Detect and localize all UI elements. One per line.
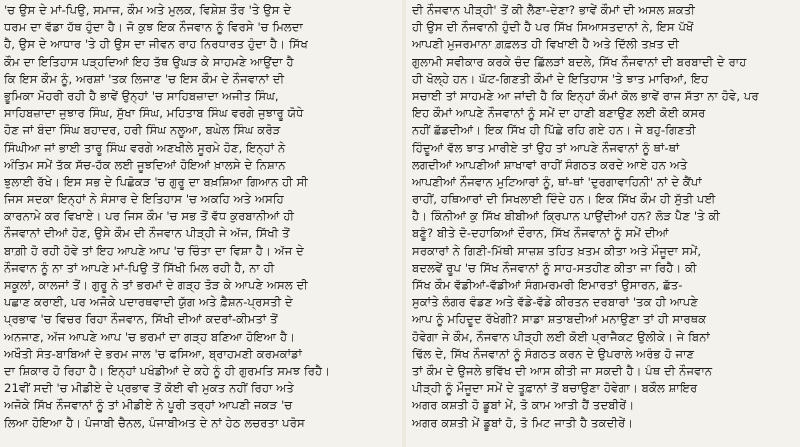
- text-line: 21ਵੀਂ ਸਦੀ 'ਚ ਮੀਡੀਏ ਦੇ ਪ੍ਰਭਾਵ ਤੋਂ ਕੋਈ ਵੀ ਮੁਕਤ ਨਹੀਂ ਰਿਹਾ ਅਤੇ: [4, 381, 294, 396]
- text-line: ਹੈ, ਉਸ ਦੇ ਆਧਾਰ 'ਤੇ ਹੀ ਉਸ ਦਾ ਜੀਵਨ ਰਾਹ ਨਿਰਧਾਰਤ ਹੁੰਦਾ ਹੈ। ਸਿੱਖ: [4, 37, 308, 52]
- text-line: ਦਾ ਸ਼ਿਕਾਰ ਹੋ ਰਿਹਾ ਹੈ। ਇਨ੍ਹਾਂ ਪਖੰਡੀਆਂ ਦੇ ਕਹੇ ਨੂੰ ਹੀ ਗੁਰਮਤਿ ਸਮਝ ਰਿਹੈ।: [4, 363, 331, 378]
- text-line: ਕਾਰਨਾਮੇ ਕਰ ਵਿਖਾਏ। ਪਰ ਜਿਸ ਕੌਮ 'ਚ ਸਭ ਤੋਂ ਵੱਧ ਕੁਰਬਾਨੀਆਂ ਹੀ: [4, 209, 295, 224]
- text-line: ਆਪਣੀ ਮੁਜਰਮਾਨਾ ਗ਼ਫ਼ਲਤ ਹੀ ਵਿਖਾਈ ਹੈ ਅਤੇ ਦਿੱਲੀ ਤਖ਼ਤ ਦੀ: [412, 37, 679, 52]
- text-line: ਨਹੀਂ ਛੱਡਦੀਆਂ। ਇਕ ਸਿੱਖ ਹੀ ਪਿੱਛੇ ਰਹਿ ਗਏ ਹਨ। ਜੇ ਬਹੁ-ਗਿਣਤੀ: [412, 123, 696, 138]
- couplet-line: ਅਗਰ ਕਸ਼ਤੀ ਹੋ ਡੂਬਾਂ ਮੇਂ, ਤੋ ਕਾਮ ਆਤੀ ਹੈਂ ਤਦਬੀਰੇਂ।: [412, 398, 635, 413]
- text-line: ਪੀੜ੍ਹੀ ਨੂੰ ਮੌਜੂਦਾ ਸਮੇਂ ਦੇ ਤੂਫ਼ਾਨਾਂ ਤੋਂ ਬਚਾਉਣਾ ਹੋਵੇਗਾ। ਬਕੌਲ ਸ਼ਾਇਰ: [412, 381, 698, 396]
- text-line: ਆਪਣੀਆਂ ਨੌਜਵਾਨ ਮੁਟਿਆਰਾਂ ਨੂੰ, ਥਾਂ-ਥਾਂ 'ਦੁਰਗਾਵਾਹਿਨੀ' ਨਾਂ ਦੇ ਕੈਂਪਾਂ: [412, 174, 702, 189]
- text-line: ਲਿਆ ਹੋਇਆ ਹੈ। ਪੰਜਾਬੀ ਚੈਨਲ, ਪੰਜਾਬੀਅਤ ਦੇ ਨਾਂ ਹੇਠ ਲਚਰਤਾ ਪਰੋਸ: [4, 415, 305, 430]
- text-line: 'ਚ ਉਸ ਦੇ ਮਾਂ-ਪਿਉ, ਸਮਾਜ, ਕੌਮ ਅਤੇ ਮੁਲਕ, ਵਿਸ਼ੇਸ਼ ਤੌਰ 'ਤੇ ਉਸ ਦੇ: [4, 3, 292, 17]
- text-line: ਹੋਣ ਜਾਂ ਬੰਦਾ ਸਿੰਘ ਬਹਾਦਰ, ਹਰੀ ਸਿੰਘ ਨਲੂਆ, ਬਘੇਲ ਸਿੰਘ ਕਰੋੜ: [4, 123, 281, 138]
- text-line: ਢਿੱਲ ਦੇ, ਸਿੱਖ ਨੌਜਵਾਨਾਂ ਨੂੰ ਸੰਗਠਤ ਕਰਨ ਦੇ ਉਪਰਾਲੇ ਅਰੰਭ ਹੋ ਜਾਣ: [412, 346, 695, 361]
- text-line: ਗੁਲਾਮੀ ਸਵੀਕਾਰ ਕਰਕੇ ਚੰਦ ਛਿੱਲੜਾਂ ਬਦਲੇ, ਸਿੱਖ ਨੌਜਵਾਨਾਂ ਦੀ ਬਰਬਾਦੀ ਦੇ ਰਾਹ: [412, 54, 747, 69]
- text-line: ਇਹ ਕੌਮਾਂ ਆਪਣੇ ਨੌਜਵਾਨਾਂ ਨੂੰ ਸਮੇਂ ਦਾ ਹਾਣੀ ਬਣਾਉਣ ਲਈ ਕੋਈ ਕਸਰ: [412, 106, 706, 121]
- text-line: ਲਗਦੀਆਂ ਆਪਣੀਆਂ ਸ਼ਾਖਾਵਾਂ ਰਾਹੀਂ ਸੰਗਠਤ ਕਰਦੇ ਆਏ ਹਨ ਅਤੇ: [412, 157, 688, 172]
- text-line: ਪ੍ਰਭਾਵ 'ਚ ਵਿਚਰ ਰਿਹਾ ਨੌਜਵਾਨ, ਸਿੱਖੀ ਦੀਆਂ ਕਦਰਾਂ-ਕੀਮਤਾਂ ਤੋਂ: [4, 312, 278, 327]
- text-line: ਹਿੰਦੂਆਂ ਵੱਲ ਝਾਤ ਮਾਰੀਏ ਤਾਂ ਉਹ ਤਾਂ ਆਪਣੇ ਨੌਜਵਾਨਾਂ ਨੂੰ ਥਾਂ-ਥਾਂ: [412, 140, 680, 155]
- text-line: ਰਾਹੀਂ, ਹਥਿਆਰਾਂ ਦੀ ਸਿਖਲਾਈ ਦਿੰਦੇ ਹਨ। ਇਕ ਸਿੱਖ ਕੌਮ ਹੀ ਸੁੱਤੀ ਪਈ: [412, 192, 716, 207]
- text-line: ਹੀ ਉਸ ਦੀ ਨੌਜਵਾਨੀ ਹੁੰਦੀ ਹੈ ਪਰ ਸਿੱਖ ਸਿਆਸਤਦਾਨਾਂ ਨੇ, ਇਸ ਪੱਖੋਂ: [412, 20, 694, 35]
- text-line: ਕੌਮ ਦਾ ਇਤਿਹਾਸ ਪੜ੍ਹਦਿਆਂ ਇਹ ਤੱਥ ਉਘੜ ਕੇ ਸਾਹਮਣੇ ਆਉਂਦਾ ਹੈ: [4, 54, 294, 69]
- text-line: ਆਪ ਨੂੰ ਮਹਿਦੂਦ ਰੱਖੇਗੀ? ਸਾਡਾ ਸ਼ਤਾਬਦੀਆਂ ਮਨਾਉਣਾ ਤਾਂ ਹੀ ਸਾਰਥਕ: [412, 312, 707, 327]
- text-line: ਹੋਵੇਗਾ ਜੇ ਕੌਮ, ਨੌਜਵਾਨ ਪੀੜ੍ਹੀ ਲਈ ਕੋਈ ਪ੍ਰਾਜੈਕਟ ਉਲੀਕੇ। ਜੇ ਬਿਨਾਂ: [412, 329, 710, 344]
- text-line: ਤਾਂ ਕੌਮ ਦੇ ਉਜਲੇ ਭਵਿੱਖ ਦੀ ਆਸ ਕੀਤੀ ਜਾ ਸਕਦੀ ਹੈ। ਪੰਥ ਦੀ ਨੌਜਵਾਨ: [412, 363, 713, 378]
- text-line: ਜਿਸ ਸਦਕਾ ਇਨ੍ਹਾਂ ਨੇ ਸੰਸਾਰ ਦੇ ਇਤਿਹਾਸ 'ਚ ਅਕਹਿ ਅਤੇ ਅਸਹਿ: [4, 192, 284, 207]
- text-line: ਬਦਲਵੇਂ ਰੂਪ 'ਚ ਸਿੱਖ ਨੌਜਵਾਨਾਂ ਨੂੰ ਸਾਹ-ਸਤਹੀਣ ਕੀਤਾ ਜਾ ਰਿਹੈ। ਕੀ: [412, 260, 697, 275]
- text-line: ਬਾਗ਼ੀ ਹੋ ਰਹੀ ਹੋਵੇ ਤਾਂ ਇਹ ਆਪਣੇ ਆਪ 'ਚ ਚਿੰਤਾ ਦਾ ਵਿਸ਼ਾ ਹੈ। ਅੱਜ ਦੇ: [4, 243, 304, 258]
- text-line: ਅਜੋਕੇ ਸਿੱਖ ਨੌਜਵਾਨਾਂ ਨੂੰ ਤਾਂ ਮੀਡੀਏ ਨੇ ਪੂਰੀ ਤਰ੍ਹਾਂ ਆਪਣੀ ਜਕੜ 'ਚ: [4, 398, 293, 413]
- text-line: ਝੁਲਾਈ ਰੱਖੇ। ਇਸ ਸਭ ਦੇ ਪਿਛੋਕੜ 'ਚ ਗੁਰੂ ਦਾ ਬਖ਼ਸ਼ਿਆ ਗਿਆਨ ਹੀ ਸੀ: [4, 174, 308, 189]
- text-line: ਸਿੱਖ ਕੌਮ ਵੱਡੀਆਂ-ਵੱਡੀਆਂ ਸੰਗਮਰਮਰੀ ਇਮਾਰਤਾਂ ਉਸਾਰਨ, ਛੱਤ-: [412, 278, 683, 292]
- text-line: ਸਰਕਾਰਾਂ ਨੇ ਗਿਣੀ-ਮਿੱਥੀ ਸਾਜ਼ਸ਼ ਤਹਿਤ ਖ਼ਤਮ ਕੀਤਾ ਅਤੇ ਮੌਜੂਦਾ ਸਮੇਂ,: [412, 243, 702, 258]
- couplet-line: ਅਗਰ ਕਸ਼ਤੀ ਮੇਂ ਡੂਬਾਂ ਹੋ, ਤੋ ਮਿਟ ਜਾਤੀ ਹੈ ਤਕਦੀਰੇਂ।: [412, 415, 634, 430]
- text-line: ਅਨਜਾਣ, ਅੱਜ ਆਪਣੇ ਆਪ 'ਚ ਭਰਮਾਂ ਦਾ ਗੜ੍ਹ ਬਣਿਆ ਹੋਇਆ ਹੈ।: [4, 329, 296, 344]
- text-line: ਸਾਹਿਬਜ਼ਾਦਾ ਜੁਝਾਰ ਸਿੰਘ, ਸੁੱਖਾ ਸਿੰਘ, ਮਹਿਤਾਬ ਸਿੰਘ ਵਰਗੇ ਜੁਝਾਰੂ ਯੋਧੇ: [4, 106, 304, 121]
- text-line: ਸਿੰਘੀਆ ਜਾਂ ਭਾਈ ਤਾਰੂ ਸਿੰਘ ਵਰਗੇ ਅਣਖੀਲੇ ਸੂਰਮੇ ਹੋਣ, ਇਨ੍ਹਾਂ ਨੇ: [4, 140, 286, 155]
- text-line: ਸਚਾਈ ਤਾਂ ਸਾਹਮਣੇ ਆ ਜਾਂਦੀ ਹੈ ਕਿ ਇਨ੍ਹਾਂ ਕੌਮਾਂ ਕੋਲ ਭਾਵੇਂ ਰਾਜ ਸੱਤਾ ਨਾ ਹੋਵੇ, ਪਰ: [412, 88, 759, 103]
- text-line: ਦੀ ਨੌਜਵਾਨ ਪੀੜ੍ਹੀ' ਤੋਂ ਕੀ ਲੈਣਾ-ਦੇਣਾ? ਭਾਵੇਂ ਕੌਮਾਂ ਦੀ ਅਸਲ ਸ਼ਕਤੀ: [412, 3, 695, 17]
- text-line: ਅੰਤਿਮ ਸਮੇਂ ਤੱਕ ਸੱਚ-ਹੱਕ ਲਈ ਜੂਝਦਿਆਂ ਹੋਇਆਂ ਖ਼ਾਲਸੇ ਦੇ ਨਿਸ਼ਾਨ: [4, 157, 286, 172]
- text-line: ਹੈ। ਕਿੰਨੀਆਂ ਕੁ ਸਿੱਖ ਬੀਬੀਆਂ ਕ੍ਰਿਪਾਨ ਪਾਉਂਦੀਆਂ ਹਨ? ਲੋੜ ਪੈਣ 'ਤੇ ਕੀ: [412, 209, 721, 224]
- text-line: ਧਰਮ ਦਾ ਵੱਡਾ ਹੱਥ ਹੁੰਦਾ ਹੈ। ਜੋ ਕੁਝ ਇਕ ਨੌਜਵਾਨ ਨੂੰ ਵਿਰਸੇ 'ਚ ਮਿਲਦਾ: [4, 20, 303, 35]
- text-line: ਕਿ ਇਸ ਕੌਮ ਨੂੰ, ਅਰਸ਼ਾਂ 'ਤਕ ਲਿਜਾਣ 'ਚ ਇਸ ਕੌਮ ਦੇ ਨੌਜਵਾਨਾਂ ਦੀ: [4, 71, 285, 86]
- text-line: ਸੁਕਾਂਤੇ ਲੰਗਰ ਵੰਡਣ ਅਤੇ ਵੱਡੇ-ਵੱਡੇ ਕੀਰਤਨ ਦਰਬਾਰਾਂ 'ਤਕ ਹੀ ਆਪਣੇ: [412, 295, 698, 310]
- text-line: ਬਣੂੰ? ਬੀਤੇ ਦੋ-ਦਹਾਕਿਆਂ ਦੌਰਾਨ, ਸਿੱਖ ਨੌਜਵਾਨਾਂ ਨੂੰ ਸਮੇਂ ਦੀਆਂ: [412, 226, 669, 241]
- text-line: ਪਛਾਣ ਕਰਾਈ, ਪਰ ਅਜੋਕੇ ਪਦਾਰਥਵਾਦੀ ਯੁੱਗ ਅਤੇ ਫ਼ੈਸ਼ਨ-ਪ੍ਰਸਤੀ ਦੇ: [4, 295, 293, 310]
- text-line: ਅਖੌਤੀ ਸੰਤ-ਬਾਬਿਆਂ ਦੇ ਭਰਮ ਜਾਲ 'ਚ ਫਸਿਆ, ਬ੍ਰਾਹਮਣੀ ਕਰਮਕਾਂਡਾਂ: [4, 346, 303, 361]
- text-line: ਹੀ ਖੋਲ੍ਹੇ ਹਨ। ਘੱਟ-ਗਿਣਤੀ ਕੌਮਾਂ ਦੇ ਇਤਿਹਾਸ 'ਤੇ ਝਾਤ ਮਾਰਿਆਂ, ਇਹ: [412, 71, 709, 86]
- right-column: [406, 0, 800, 447]
- text-line: ਨੌਜਵਾਨਾਂ ਦੀਆਂ ਹੋਣ, ਉਸੇ ਕੌਮ ਦੀ ਨੌਜਵਾਨ ਪੀੜ੍ਹੀ ਜੇ ਅੱਜ, ਸਿੱਖੀ ਤੋਂ: [4, 226, 290, 241]
- text-line: ਸਕੂਲਾਂ, ਕਾਲਜਾਂ ਤੋਂ। ਗੁਰੂ ਨੇ ਤਾਂ ਭਰਮਾਂ ਦੇ ਗੜ੍ਹ ਤੋੜ ਕੇ ਆਪਣੇ ਅਸਲ ਦੀ: [4, 278, 308, 292]
- text-line: ਭੂਮਿਕਾ ਮੋਹਰੀ ਰਹੀ ਹੈ ਭਾਵੇਂ ਉਨ੍ਹਾਂ 'ਚ ਸਾਹਿਬਜ਼ਾਦਾ ਅਜੀਤ ਸਿੰਘ,: [4, 88, 279, 103]
- text-line: ਨੌਜਵਾਨ ਨੂੰ ਨਾ ਤਾਂ ਆਪਣੇ ਮਾਂ-ਪਿਉ ਤੋਂ ਸਿੱਖੀ ਮਿਲ ਰਹੀ ਹੈ, ਨਾ ਹੀ: [4, 260, 275, 275]
